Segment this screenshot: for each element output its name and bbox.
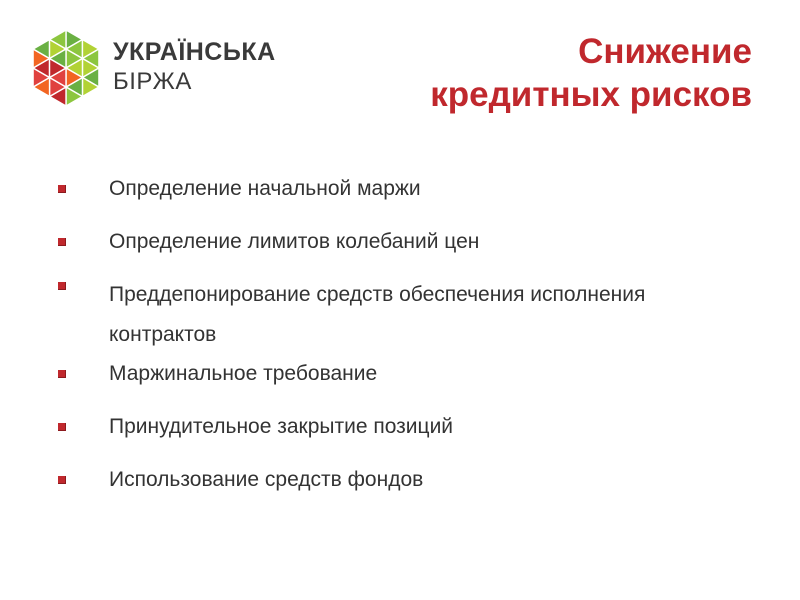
slide-title (430, 30, 752, 116)
bullet-text: Определение лимитов колебаний цен (109, 230, 480, 253)
bullet-item (58, 414, 758, 440)
bullet-square-icon (58, 238, 66, 246)
bullet-text: Маржинальное требование (109, 362, 378, 385)
logo-text-line2: БІРЖА (113, 68, 192, 95)
title-line1: Снижение (578, 32, 752, 71)
bullet-square-icon (58, 185, 66, 193)
bullet-square-icon (58, 370, 66, 378)
bullet-item (58, 275, 758, 355)
bullet-text: Использование средств фондов (109, 468, 424, 491)
bullet-item (58, 229, 758, 255)
bullet-item (58, 176, 758, 202)
bullet-text: Определение начальной маржи (109, 177, 421, 200)
bullet-item (58, 467, 758, 493)
logo-wordmark (113, 40, 276, 94)
bullet-square-icon (58, 476, 66, 484)
bullet-square-icon (58, 423, 66, 431)
logo-text-line1: УКРАЇНСЬКА (113, 38, 276, 66)
bullet-text: Преддепонирование средств обеспечения исполнения контрактов (109, 283, 646, 346)
bullet-text: Принудительное закрытие позиций (109, 415, 454, 438)
bullet-list (58, 176, 758, 520)
exchange-logo (26, 26, 286, 110)
hexagon-logo-icon (26, 26, 106, 110)
bullet-item (58, 361, 758, 387)
title-line2: кредитных рисков (430, 75, 752, 114)
bullet-square-icon (58, 282, 66, 290)
